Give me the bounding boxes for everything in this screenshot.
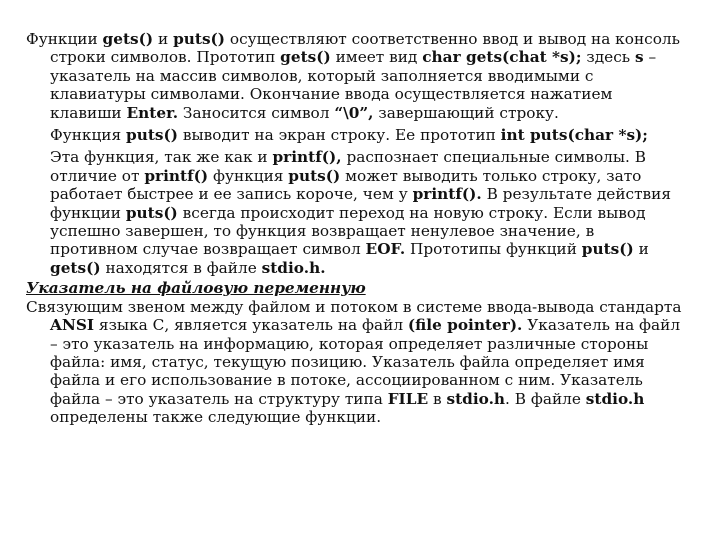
text: В результате действия функции: [50, 185, 672, 222]
text: Функции: [26, 30, 103, 48]
document-body: [26, 30, 686, 427]
code-null-char: “\0”,: [334, 103, 374, 122]
paragraph-file-pointer: [26, 298, 686, 427]
text: . В файле: [505, 389, 586, 408]
text: Указатель на файл – это указатель на информацию, которая определяет различные стороны файла: имя, статус, текущую позицию. Указатель файла определяет имя файла и его использование в потоке, ассоциированном с ним. Указатель файла – это указатель на структуру типа: [50, 316, 681, 408]
code-ansi: ANSI: [50, 316, 95, 335]
text: Заносится символ: [178, 103, 335, 122]
key-enter: Enter.: [126, 103, 179, 122]
text: Прототипы функций: [405, 240, 582, 259]
code-stdio-h: stdio.h.: [261, 258, 326, 277]
code-gets: gets(): [50, 258, 101, 277]
text: и: [633, 240, 649, 259]
text: здесь: [581, 48, 635, 67]
text: распознает специальные символы. В отличие от: [50, 148, 647, 185]
code-stdio-h: stdio.h: [446, 389, 506, 408]
term-file-pointer: (file pointer).: [407, 316, 523, 335]
code-puts: puts(): [581, 240, 634, 259]
text: находятся в файле: [100, 258, 262, 277]
paragraph-gets-puts: [26, 30, 686, 122]
code-printf: printf().: [412, 185, 482, 204]
text: имеет вид: [330, 48, 423, 67]
text: функция: [208, 166, 289, 185]
section-heading: Указатель на файловую переменную: [26, 279, 366, 298]
text: в: [428, 389, 447, 408]
text: определены также следующие функции.: [50, 408, 382, 427]
text: может выводить только строку, зато работает быстрее и ее запись короче, чем у: [50, 166, 642, 204]
text: Связующим звеном между файлом и потоком в системе ввода-вывода стандарта: [26, 297, 682, 316]
paragraph-puts-description: [26, 148, 686, 277]
paragraph-puts-prototype: [26, 126, 686, 144]
text: всегда происходит переход на новую строку. Если вывод успешно завершен, то функция возвращает ненулевое значение, в противном случае возвращает символ: [50, 203, 646, 259]
code-gets: gets(): [102, 30, 154, 48]
text: завершающий строку.: [373, 103, 559, 122]
code-s: s: [634, 48, 644, 67]
code-eof: EOF.: [365, 240, 406, 259]
code-stdio-h: stdio.h: [585, 389, 645, 408]
code-gets: gets(): [280, 48, 331, 67]
code-gets-prototype: char gets(chat *s);: [422, 48, 582, 67]
text: Функция: [50, 126, 126, 145]
code-printf: printf(): [144, 166, 209, 185]
text: осуществляют соответственно ввод и вывод на консоль строки символов. Прототип: [50, 30, 680, 67]
code-puts: puts(): [173, 30, 226, 48]
text: языка С, является указатель на файл: [94, 316, 408, 335]
text: выводит на экран строку. Ее прототип: [177, 126, 501, 145]
code-puts: puts(): [126, 126, 178, 145]
code-puts-prototype: int puts(char *s);: [500, 126, 648, 145]
text: – указатель на массив символов, который заполняется вводимыми с клавиатуры символами. Окончание ввода осуществляется нажатием клавиши: [50, 48, 657, 122]
code-printf: printf(),: [272, 148, 342, 167]
code-puts: puts(): [125, 203, 178, 222]
text: Эта функция, так же как и: [50, 148, 273, 167]
code-file: FILE: [387, 389, 429, 408]
text: и: [153, 30, 174, 48]
code-puts: puts(): [288, 166, 341, 185]
